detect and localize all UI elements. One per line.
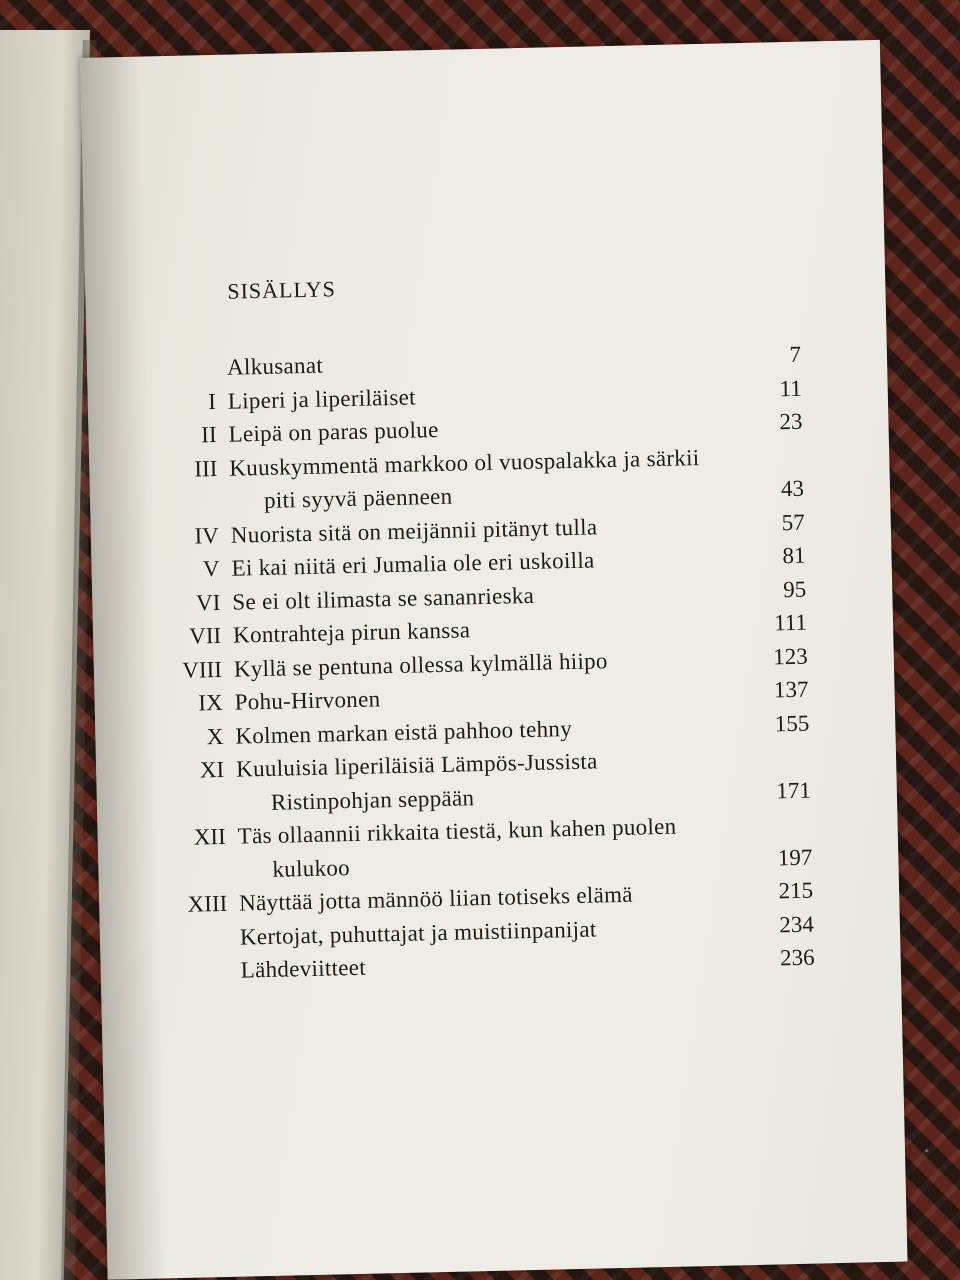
chapter-title: Ei kai niitä eri Jumalia ole eri uskoilla — [231, 547, 595, 581]
page-number: 95 — [782, 576, 807, 602]
page-number: 81 — [782, 542, 806, 569]
chapter-title: Kuuluisia liperiläisiä Lämpös-Jussista — [235, 748, 598, 782]
page-number: 7 — [789, 341, 802, 367]
chapter-numeral: II — [200, 422, 217, 448]
chapter-numeral: IX — [198, 689, 223, 716]
page-number: 197 — [777, 844, 813, 870]
chapter-title: Kyllä se pentuna ollessa kylmällä hiipo — [233, 647, 608, 682]
chapter-numeral: XII — [193, 823, 226, 850]
chapter-title: Alkusanat — [226, 352, 324, 380]
book-page — [80, 40, 908, 1280]
page-number: 236 — [779, 944, 815, 971]
chapter-numeral: V — [202, 555, 220, 582]
chapter-numeral: III — [194, 455, 218, 482]
page-title: SISÄLLYS — [227, 276, 337, 304]
chapter-title: Liperi ja liperiläiset — [227, 383, 417, 414]
chapter-numeral: IV — [194, 522, 220, 549]
chapter-title: Se ei olt ilimasta se sananrieska — [232, 582, 535, 615]
table-of-contents — [87, 336, 901, 990]
page-number: 57 — [781, 509, 805, 535]
chapter-numeral: VII — [188, 622, 222, 649]
chapter-title: Pohu-Hirvonen — [234, 686, 381, 715]
page-number: 111 — [773, 609, 808, 636]
contents-text — [80, 40, 908, 1280]
chapter-numeral: VIII — [182, 656, 223, 683]
chapter-numeral: XIII — [187, 890, 228, 917]
page-number: 11 — [779, 375, 802, 401]
page-number: 155 — [774, 710, 810, 736]
chapter-title: Lähdeviitteet — [240, 954, 367, 983]
chapter-title: Ristinpohjan seppään — [270, 784, 475, 815]
paper-speck — [925, 1149, 928, 1152]
chapter-title: Näyttää jotta männöö liian totiseks elämä — [238, 881, 634, 916]
chapter-title: kulukoo — [272, 854, 351, 882]
chapter-title: Kuuskymmentä markkoo ol vuospalakka ja särkii — [229, 444, 700, 481]
page-number: 215 — [778, 877, 814, 904]
chapter-numeral: X — [206, 723, 224, 749]
chapter-numeral: XI — [199, 756, 225, 783]
page-number: 137 — [773, 676, 809, 703]
chapter-title: Täs ollaannii rikkaita tiestä, kun kahen puolen — [237, 813, 677, 849]
chapter-numeral: I — [207, 388, 217, 414]
chapter-numeral: VI — [195, 589, 221, 616]
page-number: 123 — [772, 643, 809, 669]
chapter-title: Kolmen markan eistä pahhoo tehny — [235, 715, 573, 749]
chapter-title: Kertojat, puhuttajat ja muistiinpanijat — [239, 916, 597, 950]
page-number: 43 — [780, 475, 805, 502]
page-number: 234 — [779, 911, 815, 937]
chapter-title: Kontrahteja pirun kanssa — [232, 617, 471, 648]
chapter-title: Nuorista sitä on meijännii pitänyt tulla — [230, 513, 598, 548]
chapter-title: Leipä on paras puolue — [228, 416, 439, 447]
page-number: 23 — [779, 408, 803, 435]
page-number: 171 — [776, 777, 812, 803]
chapter-title: piti syyvä päenneen — [263, 483, 453, 513]
